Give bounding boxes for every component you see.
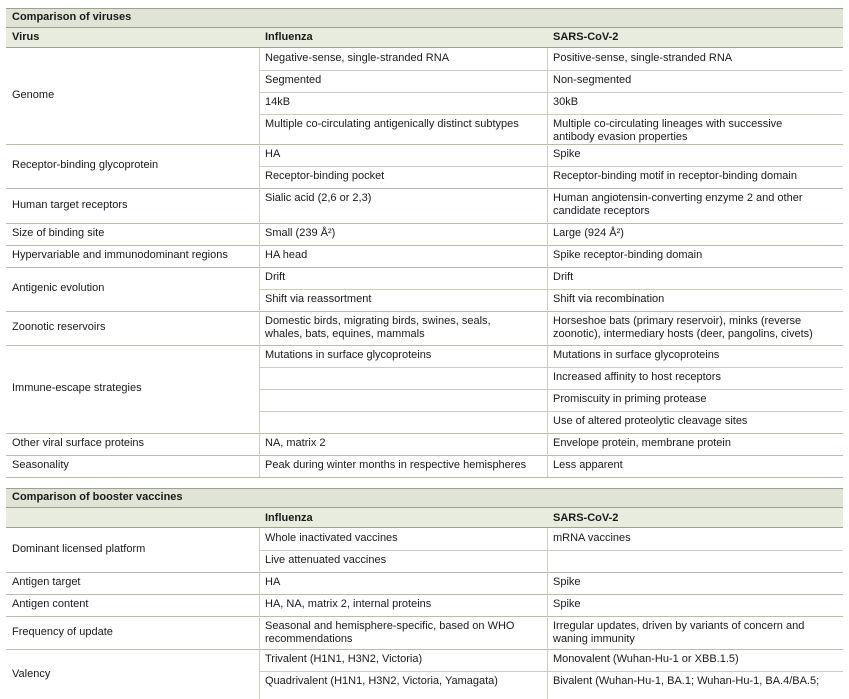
column-header-sars: SARS-CoV-2 xyxy=(553,31,619,43)
column-divider xyxy=(547,616,548,649)
column-divider xyxy=(259,311,260,345)
column-divider xyxy=(547,144,548,188)
sars-cov-2-cell: Monovalent (Wuhan-Hu-1 or XBB.1.5) xyxy=(553,653,739,665)
sub-row-divider xyxy=(259,289,843,290)
row-label: Human target receptors xyxy=(12,199,128,211)
influenza-cell: Segmented xyxy=(265,74,322,86)
row-divider xyxy=(6,223,843,224)
column-divider xyxy=(259,223,260,245)
column-divider xyxy=(259,594,260,616)
column-divider xyxy=(547,48,548,144)
booster-header-influenza: Influenza xyxy=(265,512,313,524)
column-divider xyxy=(547,345,548,433)
column-divider xyxy=(259,267,260,311)
row-divider xyxy=(6,455,843,456)
column-divider xyxy=(259,528,260,572)
row-label: Valency xyxy=(12,668,51,680)
column-divider xyxy=(259,433,260,455)
column-divider xyxy=(259,48,260,144)
row-label: Dominant licensed platform xyxy=(12,543,146,555)
influenza-cell: Negative-sense, single-stranded RNA xyxy=(265,52,450,64)
column-divider xyxy=(259,649,260,699)
sub-row-divider xyxy=(259,550,843,551)
booster-column-header-row xyxy=(6,508,843,528)
column-divider xyxy=(547,572,548,594)
influenza-cell: Multiple co-circulating antigenically distinct subtypes xyxy=(265,118,519,130)
sub-row-divider xyxy=(259,367,843,368)
influenza-cell: NA, matrix 2 xyxy=(265,437,326,449)
column-divider xyxy=(259,345,260,433)
sars-cov-2-cell: Receptor-binding motif in receptor-binding domain xyxy=(553,170,797,182)
column-header-virus: Virus xyxy=(12,31,40,43)
sars-cov-2-cell: Increased affinity to host receptors xyxy=(553,371,721,383)
sars-cov-2-cell: Mutations in surface glycoproteins xyxy=(553,349,720,361)
row-divider xyxy=(6,245,843,246)
booster-header-sars: SARS-CoV-2 xyxy=(553,512,619,524)
sars-cov-2-cell: Spike xyxy=(553,148,581,160)
row-label: Immune-escape strategies xyxy=(12,382,142,394)
sars-cov-2-cell: Multiple co-circulating lineages with successive antibody evasion properties xyxy=(553,118,783,143)
influenza-cell: Receptor-binding pocket xyxy=(265,170,385,182)
sars-cov-2-cell: Irregular updates, driven by variants of concern and waning immunity xyxy=(553,620,805,645)
sub-row-divider xyxy=(259,70,843,71)
row-divider xyxy=(6,144,843,145)
column-divider xyxy=(547,528,548,572)
sars-cov-2-cell: Non-segmented xyxy=(553,74,632,86)
sub-row-divider xyxy=(259,671,843,672)
row-label: Other viral surface proteins xyxy=(12,437,145,449)
row-divider xyxy=(6,649,843,650)
influenza-cell: Seasonal and hemisphere-specific, based on WHO recommendations xyxy=(265,620,515,645)
sars-cov-2-cell: Drift xyxy=(553,271,574,283)
sub-row-divider xyxy=(259,411,843,412)
sars-cov-2-cell: Shift via recombination xyxy=(553,293,665,305)
row-divider xyxy=(6,188,843,189)
column-divider xyxy=(547,223,548,245)
column-divider xyxy=(547,188,548,223)
column-divider xyxy=(259,616,260,649)
column-divider xyxy=(547,311,548,345)
row-divider xyxy=(6,616,843,617)
row-divider xyxy=(6,267,843,268)
column-divider xyxy=(259,144,260,188)
row-label: Receptor-binding glycoprotein xyxy=(12,159,159,171)
sars-cov-2-cell: Spike xyxy=(553,598,581,610)
sars-cov-2-cell: Horseshoe bats (primary reservoir), minks (reverse zoonotic), intermediary hosts (deer, pangolins, civets) xyxy=(553,315,813,340)
row-label: Genome xyxy=(12,89,55,101)
section-header-boosters xyxy=(6,488,843,508)
sars-cov-2-cell: Spike xyxy=(553,576,581,588)
column-divider xyxy=(547,267,548,311)
row-divider xyxy=(6,477,843,478)
section-title: Comparison of booster vaccines xyxy=(12,491,183,503)
row-label: Seasonality xyxy=(12,459,69,471)
row-divider xyxy=(6,311,843,312)
sars-cov-2-cell: Bivalent (Wuhan-Hu-1, BA.1; Wuhan-Hu-1, BA.4/BA.5; xyxy=(553,675,820,687)
influenza-cell: 14kB xyxy=(265,96,291,108)
row-label: Antigen content xyxy=(12,598,89,610)
row-label: Frequency of update xyxy=(12,626,113,638)
column-divider xyxy=(259,572,260,594)
column-divider xyxy=(547,594,548,616)
row-label: Size of binding site xyxy=(12,227,105,239)
row-label: Hypervariable and immunodominant regions xyxy=(12,249,228,261)
influenza-cell: Peak during winter months in respective hemispheres xyxy=(265,459,527,471)
row-label: Zoonotic reservoirs xyxy=(12,321,106,333)
influenza-cell: Whole inactivated vaccines xyxy=(265,532,398,544)
column-divider xyxy=(259,188,260,223)
influenza-cell: HA xyxy=(265,576,281,588)
sub-row-divider xyxy=(259,92,843,93)
sars-cov-2-cell: Large (924 Å²) xyxy=(553,227,624,239)
sars-cov-2-cell: Use of altered proteolytic cleavage sites xyxy=(553,415,748,427)
section-header-viruses xyxy=(6,8,843,28)
column-divider xyxy=(547,245,548,267)
sub-row-divider xyxy=(259,166,843,167)
column-divider xyxy=(547,455,548,477)
influenza-cell: Small (239 Å²) xyxy=(265,227,336,239)
influenza-cell: Shift via reassortment xyxy=(265,293,372,305)
sars-cov-2-cell: Envelope protein, membrane protein xyxy=(553,437,731,449)
sars-cov-2-cell: Less apparent xyxy=(553,459,623,471)
influenza-cell: Live attenuated vaccines xyxy=(265,554,387,566)
column-divider xyxy=(259,245,260,267)
influenza-cell: Sialic acid (2,6 or 2,3) xyxy=(265,192,372,204)
column-divider xyxy=(547,433,548,455)
row-divider xyxy=(6,594,843,595)
sars-cov-2-cell: Promiscuity in priming protease xyxy=(553,393,707,405)
sub-row-divider xyxy=(259,389,843,390)
sars-cov-2-cell: Human angiotensin-converting enzyme 2 and other candidate receptors xyxy=(553,192,803,217)
column-header-row xyxy=(6,28,843,48)
row-label: Antigenic evolution xyxy=(12,282,105,294)
influenza-cell: HA xyxy=(265,148,281,160)
sars-cov-2-cell: Spike receptor-binding domain xyxy=(553,249,703,261)
row-label: Antigen target xyxy=(12,576,81,588)
row-divider xyxy=(6,433,843,434)
influenza-cell: Drift xyxy=(265,271,286,283)
section-title: Comparison of viruses xyxy=(12,11,132,23)
column-header-influenza: Influenza xyxy=(265,31,313,43)
sub-row-divider xyxy=(259,114,843,115)
sars-cov-2-cell: 30kB xyxy=(553,96,579,108)
row-divider xyxy=(6,572,843,573)
influenza-cell: Quadrivalent (H1N1, H3N2, Victoria, Yamagata) xyxy=(265,675,498,687)
influenza-cell: HA, NA, matrix 2, internal proteins xyxy=(265,598,432,610)
column-divider xyxy=(259,455,260,477)
sars-cov-2-cell: mRNA vaccines xyxy=(553,532,631,544)
row-divider xyxy=(6,345,843,346)
sars-cov-2-cell: Positive-sense, single-stranded RNA xyxy=(553,52,733,64)
influenza-cell: Domestic birds, migrating birds, swines, seals, whales, bats, equines, mammals xyxy=(265,315,491,340)
influenza-cell: HA head xyxy=(265,249,308,261)
influenza-cell: Trivalent (H1N1, H3N2, Victoria) xyxy=(265,653,423,665)
influenza-cell: Mutations in surface glycoproteins xyxy=(265,349,432,361)
column-divider xyxy=(547,649,548,699)
